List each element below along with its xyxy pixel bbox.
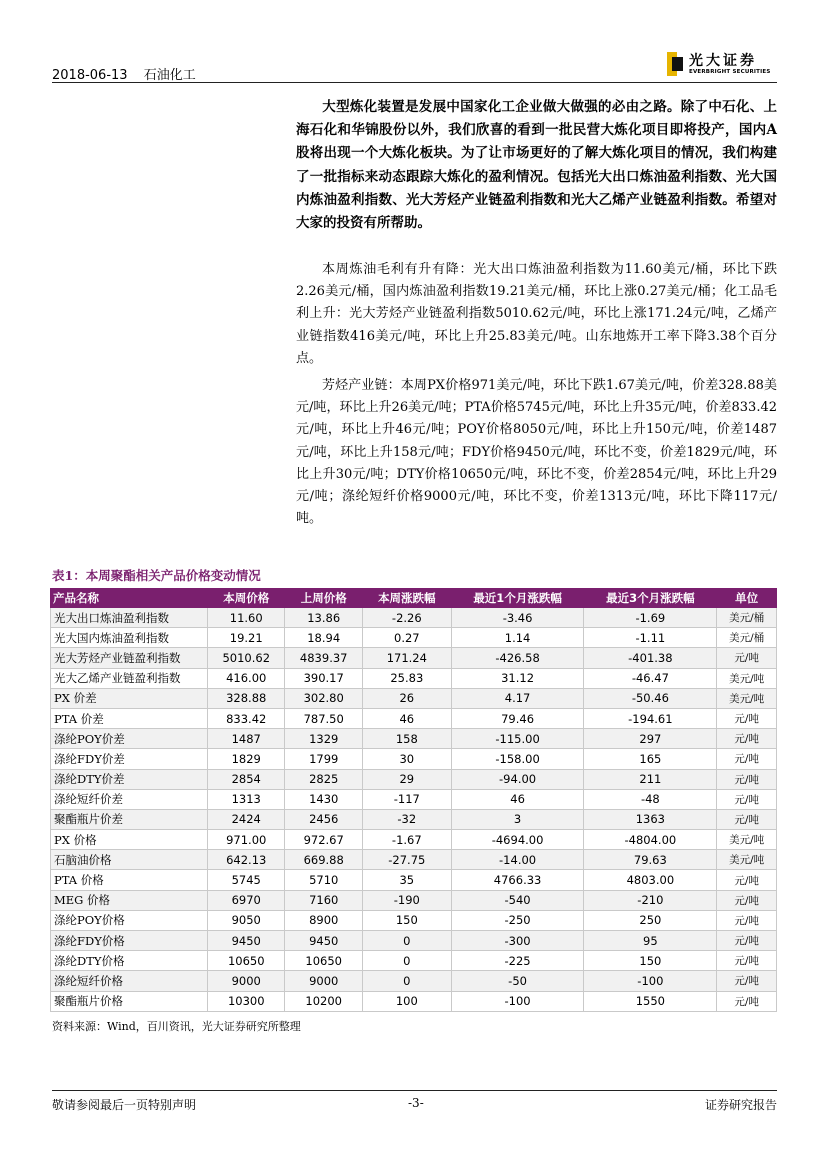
value-cell: 8900 xyxy=(285,910,362,930)
table-row xyxy=(51,991,777,1011)
value-cell: 11.60 xyxy=(208,608,285,628)
value-cell: -100 xyxy=(451,991,584,1011)
value-cell: 7160 xyxy=(285,890,362,910)
logo-en-text: EVERBRIGHT SECURITIES xyxy=(689,69,771,75)
product-name-cell: 涤纶DTY价差 xyxy=(51,769,208,789)
value-cell: 211 xyxy=(584,769,717,789)
product-name-cell: 涤纶FDY价差 xyxy=(51,749,208,769)
value-cell: 328.88 xyxy=(208,688,285,708)
value-cell: -426.58 xyxy=(451,648,584,668)
table-header-cell: 本周价格 xyxy=(208,589,285,608)
intro-text: 大型炼化装置是发展中国家化工企业做大做强的必由之路。除了中石化、上海石化和华锦股份以外，我们欣喜的看到一批民营大炼化项目即将投产，国内A股将出现一个大炼化板块。为了让市场更好的了解大炼化项目的情况，我们构建了一批指标来动态跟踪大炼化的盈利情况。包括光大出口炼油盈利指数、光大国内炼油盈利指数、光大芳烃产业链盈利指数和光大乙烯产业链盈利指数。希望对大家的投资有所帮助。 xyxy=(296,99,777,232)
value-cell: 79.46 xyxy=(451,708,584,728)
value-cell: 250 xyxy=(584,910,717,930)
value-cell: -210 xyxy=(584,890,717,910)
unit-cell: 元/吨 xyxy=(717,729,777,749)
price-table xyxy=(50,588,777,1012)
value-cell: 416.00 xyxy=(208,668,285,688)
value-cell: 35 xyxy=(362,870,451,890)
value-cell: 6970 xyxy=(208,890,285,910)
value-cell: 5010.62 xyxy=(208,648,285,668)
value-cell: 669.88 xyxy=(285,850,362,870)
value-cell: 4766.33 xyxy=(451,870,584,890)
table-title: 表1：本周聚酯相关产品价格变动情况 xyxy=(52,568,261,583)
value-cell: 10650 xyxy=(208,951,285,971)
unit-cell: 美元/吨 xyxy=(717,850,777,870)
page-header xyxy=(52,48,777,83)
intro-paragraph xyxy=(296,96,777,235)
unit-cell: 元/吨 xyxy=(717,708,777,728)
product-name-cell: 光大出口炼油盈利指数 xyxy=(51,608,208,628)
value-cell: 171.24 xyxy=(362,648,451,668)
table-row xyxy=(51,870,777,890)
table-row xyxy=(51,708,777,728)
value-cell: 4803.00 xyxy=(584,870,717,890)
product-name-cell: 涤纶短纤价差 xyxy=(51,789,208,809)
value-cell: -190 xyxy=(362,890,451,910)
value-cell: 0.27 xyxy=(362,628,451,648)
value-cell: 1.14 xyxy=(451,628,584,648)
table-row xyxy=(51,648,777,668)
value-cell: -4694.00 xyxy=(451,830,584,850)
value-cell: 0 xyxy=(362,971,451,991)
table-header-cell: 产品名称 xyxy=(51,589,208,608)
value-cell: -158.00 xyxy=(451,749,584,769)
table-body xyxy=(51,608,777,1012)
value-cell: 1430 xyxy=(285,789,362,809)
value-cell: 0 xyxy=(362,931,451,951)
value-cell: -194.61 xyxy=(584,708,717,728)
value-cell: -225 xyxy=(451,951,584,971)
value-cell: 165 xyxy=(584,749,717,769)
table-header-cell: 最近1个月涨跌幅 xyxy=(451,589,584,608)
product-name-cell: 光大国内炼油盈利指数 xyxy=(51,628,208,648)
value-cell: 1550 xyxy=(584,991,717,1011)
unit-cell: 元/吨 xyxy=(717,809,777,829)
table-row xyxy=(51,668,777,688)
logo-icon xyxy=(667,52,683,76)
value-cell: 971.00 xyxy=(208,830,285,850)
unit-cell: 元/吨 xyxy=(717,931,777,951)
product-name-cell: PX 价格 xyxy=(51,830,208,850)
unit-cell: 美元/吨 xyxy=(717,688,777,708)
value-cell: 302.80 xyxy=(285,688,362,708)
value-cell: -46.47 xyxy=(584,668,717,688)
value-cell: 150 xyxy=(362,910,451,930)
value-cell: 19.21 xyxy=(208,628,285,648)
value-cell: 0 xyxy=(362,951,451,971)
value-cell: 1329 xyxy=(285,729,362,749)
value-cell: 3 xyxy=(451,809,584,829)
value-cell: -50 xyxy=(451,971,584,991)
value-cell: 5710 xyxy=(285,870,362,890)
value-cell: 46 xyxy=(451,789,584,809)
table-header-cell: 本周涨跌幅 xyxy=(362,589,451,608)
product-name-cell: 涤纶POY价差 xyxy=(51,729,208,749)
value-cell: -50.46 xyxy=(584,688,717,708)
unit-cell: 元/吨 xyxy=(717,749,777,769)
table-row xyxy=(51,971,777,991)
product-name-cell: PTA 价差 xyxy=(51,708,208,728)
table-row xyxy=(51,931,777,951)
report-type: 证券研究报告 xyxy=(704,1098,777,1112)
product-name-cell: 涤纶DTY价格 xyxy=(51,951,208,971)
value-cell: 4839.37 xyxy=(285,648,362,668)
value-cell: 2854 xyxy=(208,769,285,789)
value-cell: 18.94 xyxy=(285,628,362,648)
value-cell: 158 xyxy=(362,729,451,749)
table-row xyxy=(51,809,777,829)
product-name-cell: MEG 价格 xyxy=(51,890,208,910)
unit-cell: 元/吨 xyxy=(717,951,777,971)
table-row xyxy=(51,608,777,628)
value-cell: 30 xyxy=(362,749,451,769)
value-cell: 9000 xyxy=(208,971,285,991)
value-cell: 10300 xyxy=(208,991,285,1011)
unit-cell: 元/吨 xyxy=(717,991,777,1011)
value-cell: 2456 xyxy=(285,809,362,829)
unit-cell: 美元/桶 xyxy=(717,628,777,648)
report-date: 2018-06-13 xyxy=(52,68,128,83)
value-cell: 787.50 xyxy=(285,708,362,728)
value-cell: 9450 xyxy=(285,931,362,951)
para1-text: 本周炼油毛利有升有降：光大出口炼油盈利指数为11.60美元/桶，环比下跌2.26美元/桶，国内炼油盈利指数19.21美元/桶，环比上涨0.27美元/桶；化工品毛利上升：光大芳烃产业链盈利指数5010.62元/吨，环比上涨171.24元/吨，乙烯产业链指数416美元/吨，环比上升25.83美元/吨。山东地炼开工率下降3.38个百分点。 xyxy=(296,262,777,366)
value-cell: -540 xyxy=(451,890,584,910)
sector-name: 石油化工 xyxy=(143,68,196,83)
value-cell: 972.67 xyxy=(285,830,362,850)
value-cell: 2424 xyxy=(208,809,285,829)
value-cell: 1487 xyxy=(208,729,285,749)
product-name-cell: 光大乙烯产业链盈利指数 xyxy=(51,668,208,688)
value-cell: 1363 xyxy=(584,809,717,829)
table-row xyxy=(51,890,777,910)
value-cell: 642.13 xyxy=(208,850,285,870)
value-cell: -2.26 xyxy=(362,608,451,628)
table-row xyxy=(51,910,777,930)
table-header-row xyxy=(51,589,777,608)
table-header-cell: 最近3个月涨跌幅 xyxy=(584,589,717,608)
unit-cell: 元/吨 xyxy=(717,648,777,668)
table-row xyxy=(51,749,777,769)
product-name-cell: 光大芳烃产业链盈利指数 xyxy=(51,648,208,668)
value-cell: 79.63 xyxy=(584,850,717,870)
unit-cell: 美元/吨 xyxy=(717,830,777,850)
unit-cell: 元/吨 xyxy=(717,870,777,890)
table-row xyxy=(51,688,777,708)
disclaimer-note: 敬请参阅最后一页特别声明 xyxy=(52,1098,197,1112)
value-cell: 95 xyxy=(584,931,717,951)
value-cell: 9050 xyxy=(208,910,285,930)
value-cell: 13.86 xyxy=(285,608,362,628)
value-cell: 29 xyxy=(362,769,451,789)
source-note: 资料来源：Wind，百川资讯，光大证券研究所整理 xyxy=(52,1020,301,1033)
value-cell: 2825 xyxy=(285,769,362,789)
product-name-cell: 聚酯瓶片价差 xyxy=(51,809,208,829)
value-cell: -100 xyxy=(584,971,717,991)
product-name-cell: 涤纶短纤价格 xyxy=(51,971,208,991)
table-row xyxy=(51,729,777,749)
unit-cell: 元/吨 xyxy=(717,910,777,930)
table-row xyxy=(51,850,777,870)
value-cell: -401.38 xyxy=(584,648,717,668)
value-cell: -48 xyxy=(584,789,717,809)
table-header-cell: 单位 xyxy=(717,589,777,608)
value-cell: 9000 xyxy=(285,971,362,991)
unit-cell: 元/吨 xyxy=(717,890,777,910)
table-row xyxy=(51,628,777,648)
value-cell: 5745 xyxy=(208,870,285,890)
product-name-cell: 涤纶POY价格 xyxy=(51,910,208,930)
value-cell: 4.17 xyxy=(451,688,584,708)
value-cell: -3.46 xyxy=(451,608,584,628)
table-row xyxy=(51,951,777,971)
body-paragraph-2 xyxy=(296,375,777,530)
value-cell: 9450 xyxy=(208,931,285,951)
value-cell: -250 xyxy=(451,910,584,930)
unit-cell: 元/吨 xyxy=(717,971,777,991)
value-cell: 297 xyxy=(584,729,717,749)
logo-cn-text: 光大证券 xyxy=(689,53,757,69)
product-name-cell: 涤纶FDY价格 xyxy=(51,931,208,951)
unit-cell: 元/吨 xyxy=(717,769,777,789)
unit-cell: 美元/吨 xyxy=(717,668,777,688)
value-cell: -4804.00 xyxy=(584,830,717,850)
unit-cell: 美元/桶 xyxy=(717,608,777,628)
value-cell: -117 xyxy=(362,789,451,809)
product-name-cell: 石脑油价格 xyxy=(51,850,208,870)
value-cell: -1.11 xyxy=(584,628,717,648)
value-cell: -300 xyxy=(451,931,584,951)
table-header-cell: 上周价格 xyxy=(285,589,362,608)
value-cell: -1.67 xyxy=(362,830,451,850)
value-cell: -115.00 xyxy=(451,729,584,749)
value-cell: 390.17 xyxy=(285,668,362,688)
value-cell: 150 xyxy=(584,951,717,971)
header-left xyxy=(52,64,208,83)
product-name-cell: 聚酯瓶片价格 xyxy=(51,991,208,1011)
value-cell: 1799 xyxy=(285,749,362,769)
value-cell: 100 xyxy=(362,991,451,1011)
table-row xyxy=(51,789,777,809)
value-cell: 833.42 xyxy=(208,708,285,728)
value-cell: 25.83 xyxy=(362,668,451,688)
value-cell: 31.12 xyxy=(451,668,584,688)
body-paragraph-1 xyxy=(296,259,777,370)
value-cell: 10200 xyxy=(285,991,362,1011)
page-number: -3- xyxy=(408,1096,424,1110)
value-cell: -94.00 xyxy=(451,769,584,789)
product-name-cell: PX 价差 xyxy=(51,688,208,708)
value-cell: -14.00 xyxy=(451,850,584,870)
table-row xyxy=(51,769,777,789)
product-name-cell: PTA 价格 xyxy=(51,870,208,890)
table-row xyxy=(51,830,777,850)
value-cell: -1.69 xyxy=(584,608,717,628)
value-cell: -32 xyxy=(362,809,451,829)
value-cell: 26 xyxy=(362,688,451,708)
brand-logo xyxy=(667,48,777,80)
value-cell: -27.75 xyxy=(362,850,451,870)
value-cell: 10650 xyxy=(285,951,362,971)
value-cell: 46 xyxy=(362,708,451,728)
page-footer xyxy=(52,1090,777,1115)
para2-text: 芳烃产业链：本周PX价格971美元/吨，环比下跌1.67美元/吨，价差328.88美元/吨，环比上升26美元/吨；PTA价格5745元/吨，环比上升35元/吨，价差833.42元/吨，环比上升46元/吨；POY价格8050元/吨，环比上升150元/吨，价差1487元/吨，环比上升158元/吨；FDY价格9450元/吨，环比不变，价差1829元/吨，环比上升30元/吨；DTY价格10650元/吨，环比不变，价差2854元/吨，环比上升29元/吨；涤纶短纤价格9000元/吨，环比不变，价差1313元/吨，环比下降117元/吨。 xyxy=(296,378,777,527)
value-cell: 1829 xyxy=(208,749,285,769)
value-cell: 1313 xyxy=(208,789,285,809)
unit-cell: 元/吨 xyxy=(717,789,777,809)
